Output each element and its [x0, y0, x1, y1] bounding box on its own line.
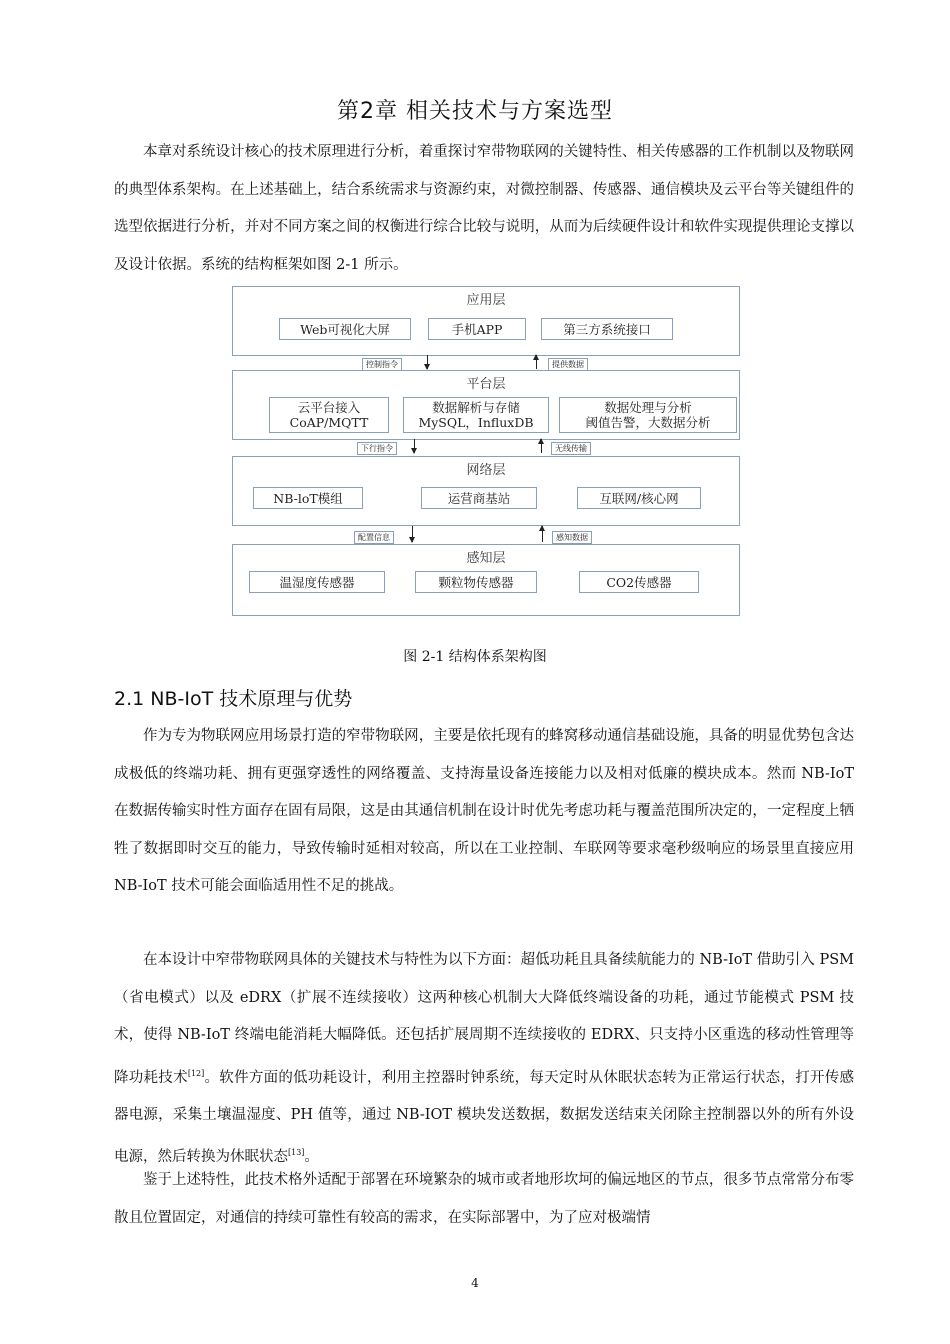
down-arrow [427, 355, 428, 369]
platform-layer [232, 370, 740, 440]
config-info-label: 配置信息 [354, 531, 394, 544]
data-analysis-line2: 阈值告警，大数据分析 [585, 415, 711, 430]
paragraph-2-part3: 。 [304, 1149, 319, 1166]
perception-layer-title: 感知层 [466, 551, 506, 566]
up-arrow [541, 439, 542, 453]
internet-core-network-box: 互联网/核心网 [577, 487, 701, 509]
cloud-access-box [269, 397, 389, 433]
down-arrow [414, 439, 415, 453]
data-analysis-box [559, 397, 737, 433]
paragraph-2-part2: 。软件方面的低功耗设计，利用主控器时钟系统，每天定时从休眠状态转为正常运行状态，打开传感器电源，采集土壤温湿度、PH 值等，通过 NB-IOT 模块发送数据，数据发送结束关闭除主控制器以外的所有外设电源，然后转换为休眠状态 [114, 1069, 855, 1166]
paragraph-1: 作为专为物联网应用场景打造的窄带物联网，主要是依托现有的蜂窝移动通信基础设施，具备的明显优势包含达成极低的终端功耗、拥有更强穿透性的网络覆盖、支持海量设备连接能力以及相对低廉的模块成本。然而 NB-IoT 在数据传输实时性方面存在固有局限，这是由其通信机制在设计时优先考虑功耗与覆盖范围所决定的，一定程度上牺牲了数据即时交互的能力，导致传输时延相对较高，所以在工业控制、车联网等要求毫秒级响应的场景里直接应用 NB-IoT 技术可能会面临适用性不足的挑战。 [114, 728, 854, 894]
perception-layer [232, 544, 740, 616]
platform-layer-title: 平台层 [466, 377, 506, 392]
up-arrow [542, 526, 543, 542]
wireless-transmission-label: 无线传输 [551, 442, 591, 455]
application-layer-title: 应用层 [466, 293, 506, 308]
down-arrow [412, 526, 413, 542]
particulate-sensor-box: 颗粒物传感器 [415, 571, 537, 593]
downlink-command-label: 下行指令 [357, 442, 397, 455]
cloud-access-line2: CoAP/MQTT [289, 415, 369, 430]
application-layer [232, 286, 740, 356]
sensing-data-label: 感知数据 [552, 531, 592, 544]
up-arrow [536, 355, 537, 369]
network-layer-title: 网络层 [466, 463, 506, 478]
cloud-access-line1: 云平台接入 [297, 400, 361, 415]
architecture-diagram [230, 284, 742, 618]
section-title: 2.1 NB-IoT 技术原理与优势 [114, 688, 353, 710]
data-storage-line2: MySQL，InfluxDB [418, 415, 534, 430]
data-storage-box [403, 397, 549, 433]
data-storage-line1: 数据解析与存储 [432, 400, 520, 415]
paragraph-3: 鉴于上述特性，此技术格外适配于部署在环境繁杂的城市或者地形坎坷的偏远地区的节点，很多节点常常分布零散且位置固定，对通信的持续可靠性有较高的需求，在实际部署中，为了应对极端情 [114, 1172, 854, 1226]
data-analysis-line1: 数据处理与分析 [604, 400, 692, 415]
figure-caption: 图 2-1 结构体系架构图 [403, 649, 547, 665]
mobile-app-box: 手机APP [428, 318, 526, 340]
chapter-title: 第2章 相关技术与方案选型 [337, 99, 613, 124]
citation-12: [12] [187, 1068, 205, 1078]
paragraph-2-part1: 在本设计中窄带物联网具体的关键技术与特性为以下方面：超低功耗且具备续航能力的 NB-IoT 借助引入 PSM（省电模式）以及 eDRX（扩展不连续接收）这两种核心机制大大降低终端设备的功耗，通过节能模式 PSM 技术，使得 NB-IoT 终端电能消耗大幅降低。还包括扩展周期不连续接收的 EDRX、只支持小区重选的移动性管理等降功耗技术 [114, 952, 854, 1086]
nb-iot-module-box: NB-loT模组 [253, 487, 363, 509]
intro-paragraph: 本章对系统设计核心的技术原理进行分析，着重探讨窄带物联网的关键特性、相关传感器的工作机制以及物联网的典型体系架构。在上述基础上，结合系统需求与资源约束，对微控制器、传感器、通信模块及云平台等关键组件的选型依据进行分析，并对不同方案之间的权衡进行综合比较与说明，从而为后续硬件设计和软件实现提供理论支撑以及设计依据。系统的结构框架如图 2-1 所示。 [114, 144, 854, 273]
citation-13: [13] [288, 1148, 305, 1158]
web-dashboard-box: Web可视化大屏 [279, 318, 411, 340]
provide-data-label: 提供数据 [548, 358, 588, 371]
co2-sensor-box: CO2传感器 [579, 571, 699, 593]
third-party-interface-box: 第三方系统接口 [541, 318, 673, 340]
carrier-base-station-box: 运营商基站 [421, 487, 537, 509]
paragraph-2 [114, 942, 854, 1177]
control-command-label: 控制指令 [362, 358, 402, 371]
page-number: 4 [471, 1276, 479, 1290]
network-layer [232, 456, 740, 526]
temp-humidity-sensor-box: 温湿度传感器 [249, 571, 385, 593]
